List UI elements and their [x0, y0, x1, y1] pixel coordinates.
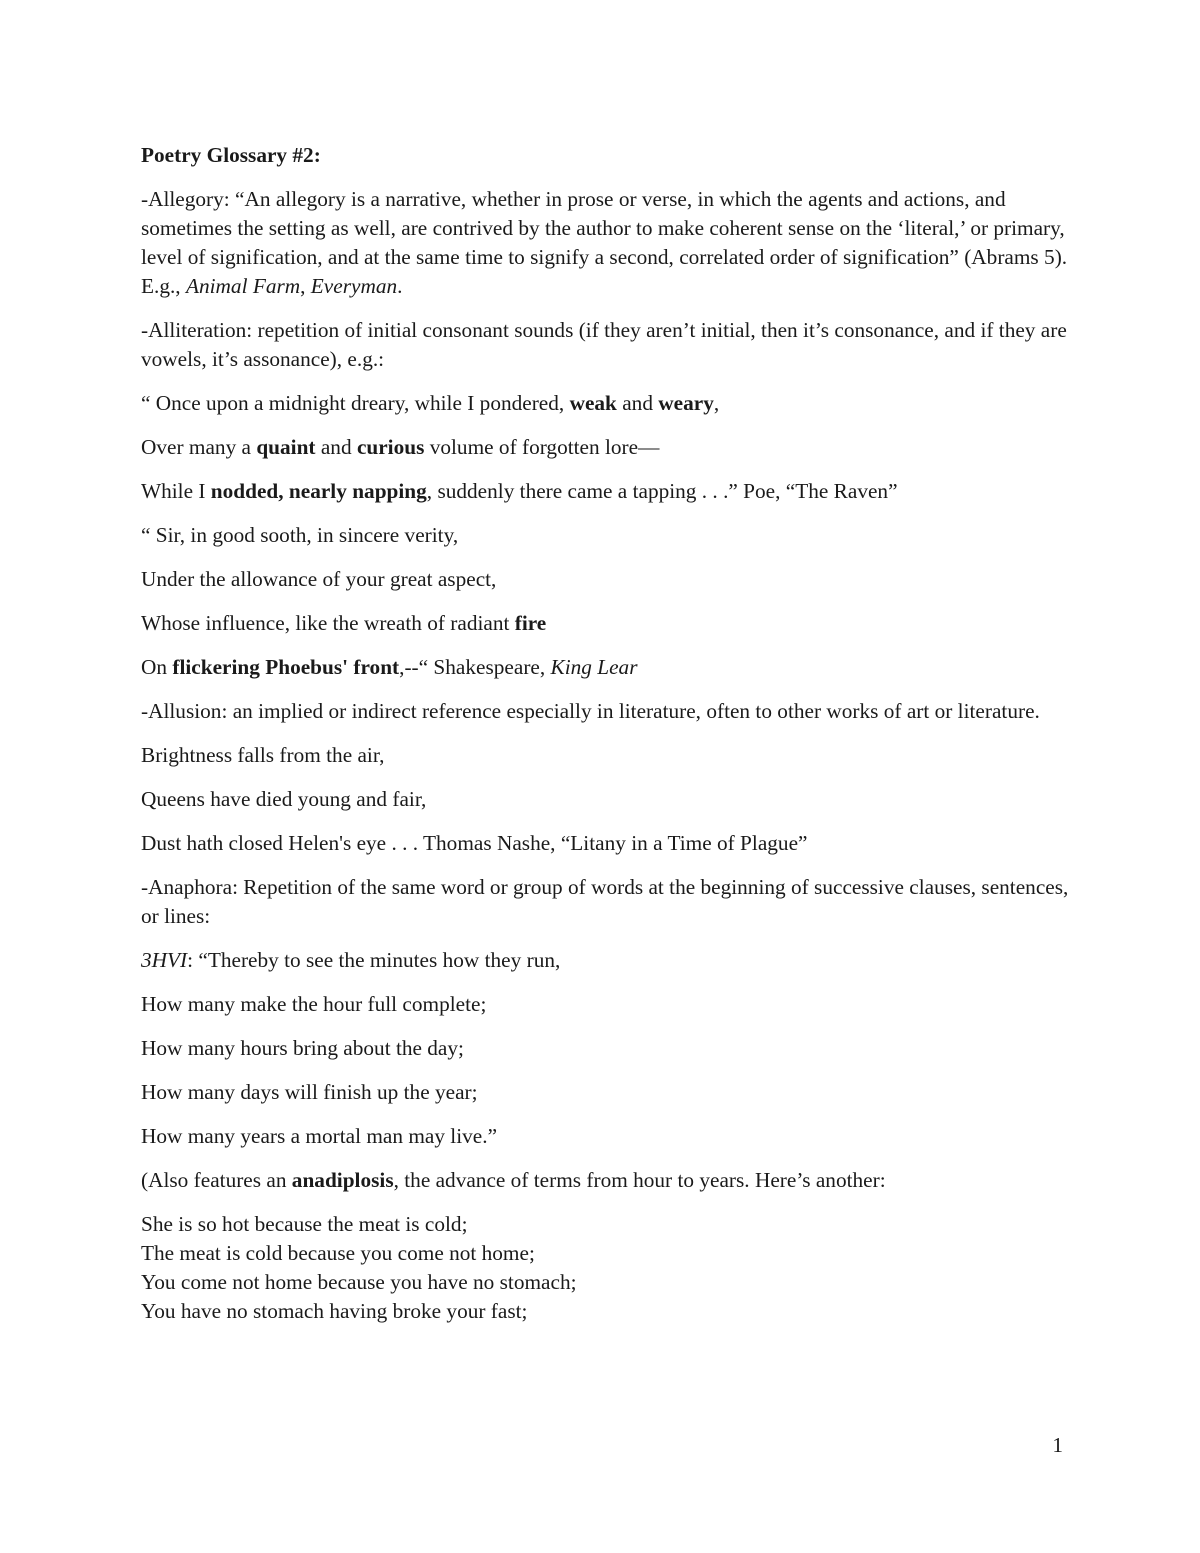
- raven-line-2: Over many a quaint and curious volume of forgotten lore—: [141, 435, 660, 459]
- page-content: [141, 141, 1071, 1326]
- nashe-line-1: Brightness falls from the air,: [141, 743, 385, 767]
- allusion-definition: -Allusion: an implied or indirect reference especially in literature, often to other works of art or literature.: [141, 699, 1040, 723]
- henry-line-2: How many make the hour full complete;: [141, 992, 487, 1016]
- lear-line-4: On flickering Phoebus' front,--“ Shakespeare, King Lear: [141, 655, 638, 679]
- henry-line-3: How many hours bring about the day;: [141, 1036, 464, 1060]
- allegory-definition: -Allegory: “An allegory is a narrative, whether in prose or verse, in which the agents and actions, and sometimes the setting as well, are contrived by the author to make coherent sense on the ‘literal,’ or primary, level of signification, and at the same time to signify a second, correlated order of signification” (Abrams 5). E.g., Animal Farm, Everyman.: [141, 187, 1068, 298]
- comedy-line-1: She is so hot because the meat is cold;: [141, 1212, 468, 1236]
- page-title: Poetry Glossary #2:: [141, 143, 321, 167]
- lear-line-1: “ Sir, in good sooth, in sincere verity,: [141, 523, 459, 547]
- anaphora-definition: -Anaphora: Repetition of the same word or group of words at the beginning of successive clauses, sentences, or lines:: [141, 875, 1069, 928]
- comedy-line-2: The meat is cold because you come not home;: [141, 1241, 535, 1265]
- raven-line-3: While I nodded, nearly napping, suddenly there came a tapping . . .” Poe, “The Raven”: [141, 479, 898, 503]
- alliteration-definition: -Alliteration: repetition of initial consonant sounds (if they aren’t initial, then it’s consonance, and if they are vowels, it’s assonance), e.g.:: [141, 318, 1067, 371]
- henry-line-5: How many years a mortal man may live.”: [141, 1124, 498, 1148]
- nashe-line-2: Queens have died young and fair,: [141, 787, 427, 811]
- nashe-line-3: Dust hath closed Helen's eye . . . Thomas Nashe, “Litany in a Time of Plague”: [141, 831, 808, 855]
- henry-line-4: How many days will finish up the year;: [141, 1080, 478, 1104]
- henry-line-1: 3HVI: “Thereby to see the minutes how they run,: [141, 948, 561, 972]
- lear-line-3: Whose influence, like the wreath of radiant fire: [141, 611, 547, 635]
- anadiplosis-note: (Also features an anadiplosis, the advance of terms from hour to years. Here’s another:: [141, 1168, 886, 1192]
- comedy-line-3: You come not home because you have no stomach;: [141, 1270, 577, 1294]
- comedy-line-4: You have no stomach having broke your fast;: [141, 1299, 528, 1323]
- page-number: 1: [1052, 1433, 1063, 1457]
- lear-line-2: Under the allowance of your great aspect,: [141, 567, 497, 591]
- raven-line-1: “ Once upon a midnight dreary, while I pondered, weak and weary,: [141, 391, 720, 415]
